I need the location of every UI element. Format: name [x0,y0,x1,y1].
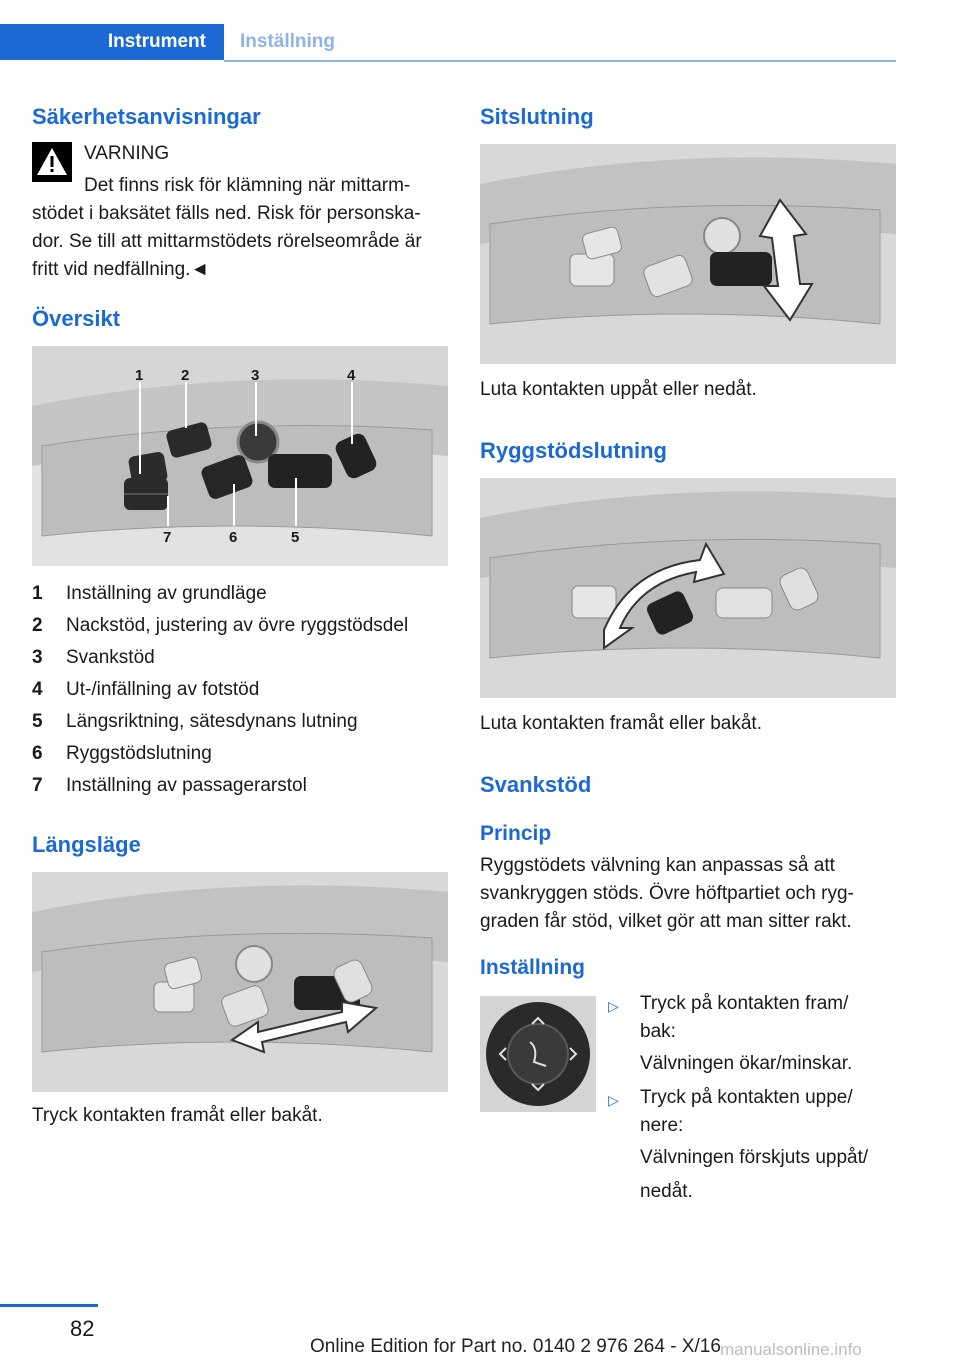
principle-text-line3: graden får stöd, vilket gör att man sitter rakt. [480,911,852,932]
length-caption: Tryck kontakten framåt eller bakåt. [32,1105,323,1126]
tab-instrument[interactable]: Instrument [0,24,224,60]
overview-heading: Översikt [32,306,121,331]
item-label: Svankstöd [66,647,155,668]
length-photo [32,872,448,1092]
list-item [32,610,452,642]
warning-icon [32,142,72,182]
backrest-heading: Ryggstödslutning [480,438,667,463]
step2-result-line1: Välvningen förskjuts uppåt/ [640,1147,869,1168]
item-label: Inställning av grundläge [66,583,267,604]
item-number: 4 [32,679,43,700]
item-label: Ryggstödslutning [66,743,212,764]
tilt-heading: Sitslutning [480,104,594,129]
item-number: 3 [32,647,43,668]
tilt-photo [480,144,896,364]
warning-label: VARNING [84,143,170,164]
backrest-caption: Luta kontakten framåt eller bakåt. [480,713,762,734]
callout-6: 6 [229,529,238,546]
list-item [32,642,452,674]
tilt-caption: Luta kontakten uppåt eller nedåt. [480,379,757,400]
item-label: Längsriktning, sätesdynans lutning [66,711,358,732]
header-tabs [0,24,896,62]
callout-3: 3 [251,367,260,384]
triangle-bullet-icon: ▷ [608,998,619,1014]
callout-4: 4 [347,367,356,384]
step2-line1: Tryck på kontakten uppe/ [640,1087,853,1108]
legend-list [32,578,452,802]
list-item [32,738,452,770]
item-label: Inställning av passagerarstol [66,775,307,796]
warning-text-line2: stödet i baksätet fälls ned. Risk för personska- [32,203,421,224]
list-item [608,1084,898,1140]
item-label: Nackstöd, justering av övre ryggstödsdel [66,615,409,636]
callout-7: 7 [163,529,172,546]
triangle-bullet-icon: ▷ [608,1092,619,1108]
backrest-photo [480,478,896,698]
list-item [32,578,452,610]
list-item [32,706,452,738]
list-item [32,770,452,802]
item-number: 1 [32,583,43,604]
tab-installning[interactable]: Inställning [240,31,335,52]
warning-text-line1: Det finns risk för klämning när mittarm- [84,175,411,196]
list-item [608,990,898,1046]
item-number: 2 [32,615,43,636]
item-number: 7 [32,775,43,796]
principle-text-line2: svankryggen stöds. Övre höftpartiet och ryg- [480,883,854,904]
page-number: 82 [70,1316,95,1341]
item-label: Ut-/infällning av fotstöd [66,679,260,700]
step1-line1: Tryck på kontakten fram/ [640,993,849,1014]
lumbar-switch-photo [480,996,596,1112]
principle-heading: Princip [480,822,552,845]
step2-result-line2: nedåt. [640,1181,693,1202]
warning-text-line4: fritt vid nedfällning.◄ [32,259,210,280]
length-heading: Längsläge [32,832,141,857]
tab-underline [224,60,896,62]
footer-rule [0,1304,98,1307]
setting-steps [608,990,898,1212]
step1-result: Välvningen ökar/minskar. [640,1053,853,1074]
safety-heading: Säkerhetsanvisningar [32,104,261,129]
callout-2: 2 [181,367,190,384]
overview-photo [32,346,448,566]
principle-text-line1: Ryggstödets välvning kan anpassas så att [480,855,835,876]
item-number: 6 [32,743,43,764]
callout-5: 5 [291,529,300,546]
setting-heading: Inställning [480,956,585,979]
list-item [32,674,452,706]
warning-text-line3: dor. Se till att mittarmstödets rörelseområde är [32,231,422,252]
callout-1: 1 [135,367,144,384]
step2-line2: nere: [640,1115,684,1136]
lumbar-heading: Svankstöd [480,772,592,797]
edition-text: Online Edition for Part no. 0140 2 976 264 - X/16 [310,1336,721,1357]
watermark-text: manualsonline.info [720,1340,862,1359]
step1-line2: bak: [640,1021,676,1042]
item-number: 5 [32,711,43,732]
